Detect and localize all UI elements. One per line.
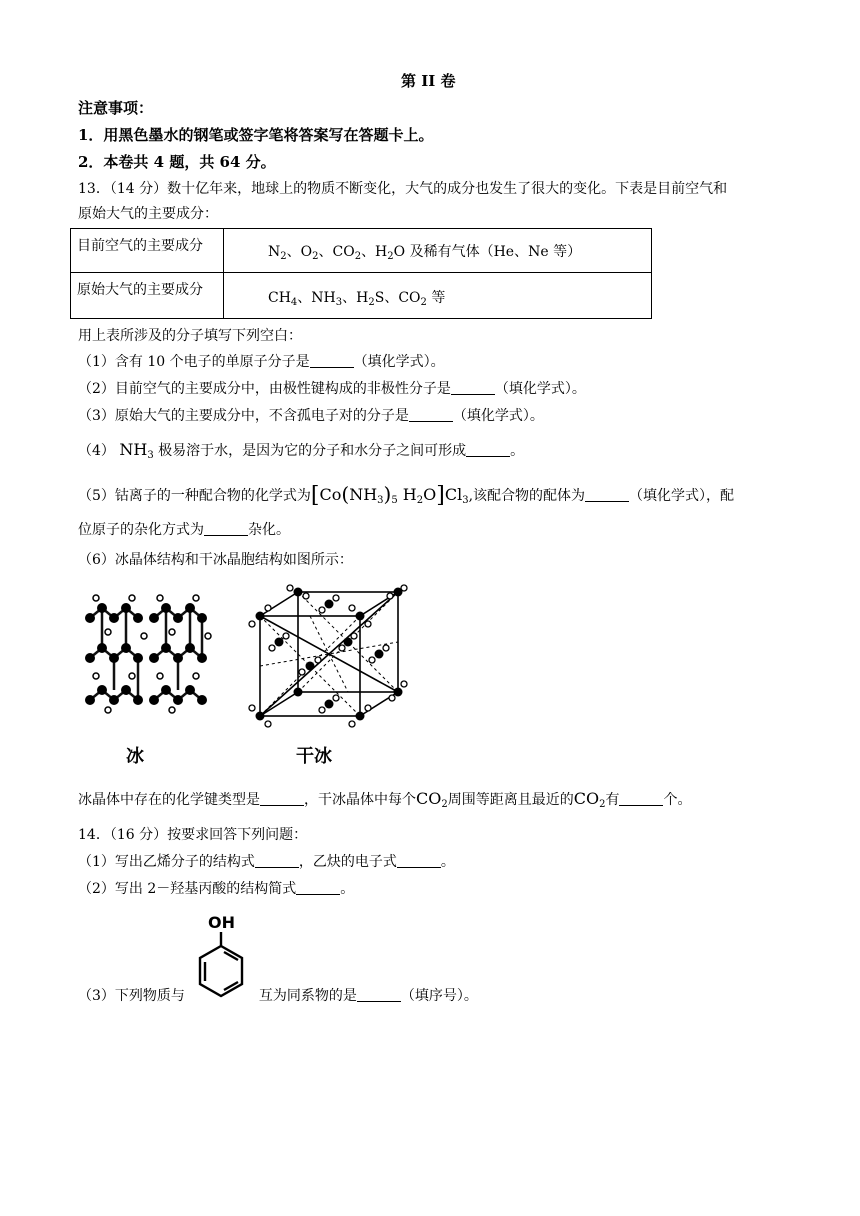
q14-s2-end: 。	[340, 881, 355, 897]
q13-bond-line	[78, 789, 691, 810]
q13-intro-line2: 原始大气的主要成分：	[78, 206, 218, 222]
q13-s1	[78, 352, 445, 372]
q13-s5-line2-text: 位原子的杂化方式为	[78, 522, 204, 538]
q13-s4	[78, 440, 524, 461]
q13-s5-line2	[78, 520, 290, 540]
q14-s1-mid: ，乙炔的电子式	[298, 854, 397, 870]
answer-blank[interactable]	[585, 487, 629, 502]
answer-blank[interactable]	[397, 853, 441, 868]
q13-s4-end: 。	[510, 443, 525, 459]
q13-lead: 用上表所涉及的分子填写下列空白：	[78, 328, 302, 344]
q13-s1-text: （1）含有 10 个电子的单原子分子是	[78, 354, 310, 370]
q13-s2-tail: （填化学式）。	[494, 381, 586, 397]
part-title: 第 II 卷	[401, 72, 456, 90]
q13-s3	[78, 406, 544, 426]
atmosphere-table	[70, 228, 652, 319]
table-row1-label: 目前空气的主要成分	[71, 229, 224, 273]
q13-bond-text-5: 个。	[663, 792, 692, 808]
q13-s3-tail: （填化学式）。	[452, 408, 544, 424]
q13-s6: （6）冰晶体结构和干冰晶胞结构如图所示：	[78, 552, 353, 568]
q13-bond-text-1: 冰晶体中存在的化学键类型是	[78, 792, 260, 808]
dry-ice-label: 干冰	[296, 746, 332, 767]
q14-s3-end: （填序号）。	[400, 988, 478, 1004]
q14-s1	[78, 852, 455, 872]
ice-structure-figure	[82, 588, 222, 718]
q13-s2	[78, 379, 586, 399]
answer-blank[interactable]	[255, 853, 299, 868]
q14-s2-text: （2）写出 2－羟基丙酸的结构简式	[78, 881, 297, 897]
nh3-formula: $NH_3$	[119, 440, 154, 461]
table-row2-label: 原始大气的主要成分	[71, 273, 224, 319]
table-row2-tail: 等	[431, 290, 446, 306]
q14-s3	[78, 986, 478, 1006]
table-row1-tail: 及稀有气体（He、Ne 等）	[409, 244, 582, 260]
table-row2-value: $CH_4$、$NH_3$、$H_2S$、$CO_2$ 等	[224, 273, 652, 319]
ice-label: 冰	[126, 746, 144, 767]
answer-blank[interactable]	[204, 521, 248, 536]
answer-blank[interactable]	[260, 791, 304, 806]
answer-blank[interactable]	[310, 353, 354, 368]
notice-item-1: 1．用黑色墨水的钢笔或签字笔将答案写在答题卡上。	[78, 126, 434, 144]
q13-s3-text: （3）原始大气的主要成分中，不含孤电子对的分子是	[78, 408, 409, 424]
answer-blank[interactable]	[357, 987, 401, 1002]
notice-heading: 注意事项：	[78, 99, 154, 117]
q14-s3-pre: （3）下列物质与	[78, 988, 185, 1004]
q13-bond-text-4: 有	[605, 792, 620, 808]
co2-formula: $CO_2$	[573, 789, 606, 810]
q13-s2-text: （2）目前空气的主要成分中，由极性键构成的非极性分子是	[78, 381, 451, 397]
q13-s5-tail: （填化学式），配	[629, 488, 735, 504]
answer-blank[interactable]	[466, 442, 510, 457]
q13-s4-pre: （4）	[78, 443, 115, 459]
q13-s5-mid: ,该配合物的配体为	[468, 488, 586, 504]
answer-blank[interactable]	[619, 791, 663, 806]
answer-blank[interactable]	[296, 880, 340, 895]
q14-s1-text: （1）写出乙烯分子的结构式	[78, 854, 255, 870]
q14-s2	[78, 879, 354, 899]
q14-s3-post: 互为同系物的是	[258, 988, 357, 1004]
q13-s5-pre: （5）钴离子的一种配合物的化学式为	[78, 488, 311, 504]
notice-item-2: 2．本卷共 4 题，共 64 分。	[78, 153, 276, 171]
q13-s1-tail: （填化学式）。	[353, 354, 445, 370]
dry-ice-cell-figure	[248, 584, 408, 734]
q14-intro: 14．（16 分）按要求回答下列问题：	[78, 827, 308, 843]
q14-s1-end: 。	[440, 854, 455, 870]
q13-s5-line1	[78, 484, 734, 506]
answer-blank[interactable]	[409, 407, 453, 422]
co2-formula: $CO_2$	[416, 789, 448, 810]
q13-intro-line1: 13．（14 分）数十亿年来，地球上的物质不断变化，大气的成分也发生了很大的变化。下表是目前空气和	[78, 181, 728, 197]
answer-blank[interactable]	[451, 380, 495, 395]
q13-bond-text-3: 周围等距离且最近的	[447, 792, 574, 808]
phenol-oh-label: OH	[208, 913, 235, 932]
table-row1-value: $N_2$、$O_2$、$CO_2$、$H_2O$ 及稀有气体（He、Ne 等）	[224, 229, 652, 273]
q13-s4-text: 极易溶于水，是因为它的分子和水分子之间可形成	[158, 443, 467, 459]
q13-s5-line2-tail: 杂化。	[248, 522, 290, 538]
q13-bond-text-2: ，干冰晶体中每个	[304, 792, 416, 808]
complex-formula: [$Co(NH_3)_5$ $H_2O]Cl_3$	[310, 482, 469, 508]
